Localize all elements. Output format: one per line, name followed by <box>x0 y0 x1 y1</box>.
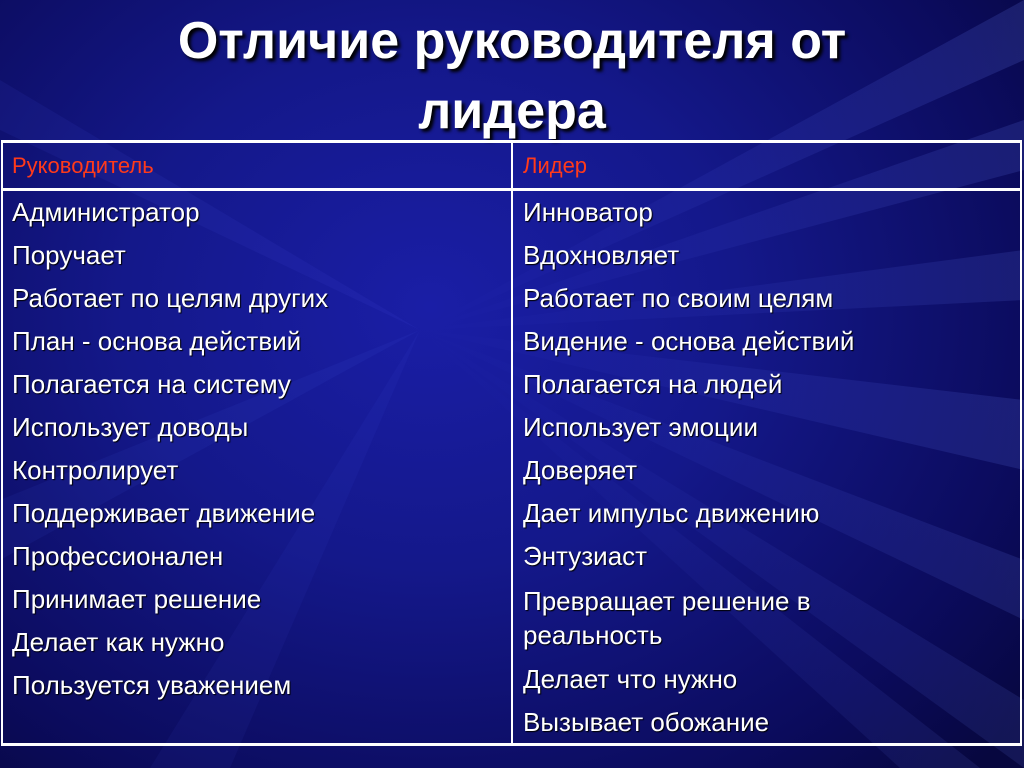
list-item: Доверяет <box>523 455 638 485</box>
list-item: Делает что нужно <box>523 664 738 694</box>
list-item: Администратор <box>12 197 200 227</box>
list-item: План - основа действий <box>12 326 302 356</box>
list-item: Дает импульс движению <box>523 498 820 528</box>
list-item: Использует доводы <box>12 412 249 442</box>
list-item: Поддерживает движение <box>12 498 316 528</box>
list-item: Пользуется уважением <box>12 670 292 700</box>
list-item: Полагается на систему <box>12 369 291 399</box>
list-item-line: Превращает решение в <box>523 586 811 616</box>
list-item: Поручает <box>12 240 126 270</box>
list-item: Инноватор <box>523 197 653 227</box>
list-item: Работает по своим целям <box>523 283 834 313</box>
slide-title <box>0 6 1024 146</box>
header-leader: Лидер <box>523 153 588 178</box>
list-item: Полагается на людей <box>523 369 783 399</box>
list-item-line: реальность <box>523 620 663 650</box>
list-item: Вдохновляет <box>523 240 680 270</box>
list-item: Принимает решение <box>12 584 262 614</box>
list-item: Контролирует <box>12 455 179 485</box>
list-item: Работает по целям других <box>12 283 329 313</box>
list-item <box>523 584 973 652</box>
list-item: Вызывает обожание <box>523 707 770 737</box>
list-item: Делает как нужно <box>12 627 225 657</box>
comparison-table <box>1 140 1021 746</box>
table-left-border <box>1 140 3 746</box>
list-item: Видение - основа действий <box>523 326 855 356</box>
table-column-divider <box>511 140 513 746</box>
list-item: Использует эмоции <box>523 412 758 442</box>
slide-title-line1: Отличие руководителя от <box>177 12 847 70</box>
leader-traits-list <box>523 197 973 750</box>
list-item: Энтузиаст <box>523 541 648 571</box>
manager-traits-list <box>12 197 502 713</box>
header-manager: Руководитель <box>12 153 154 178</box>
table-right-border <box>1020 140 1022 746</box>
slide-title-line2: лидера <box>418 82 606 140</box>
list-item: Профессионален <box>12 541 224 571</box>
